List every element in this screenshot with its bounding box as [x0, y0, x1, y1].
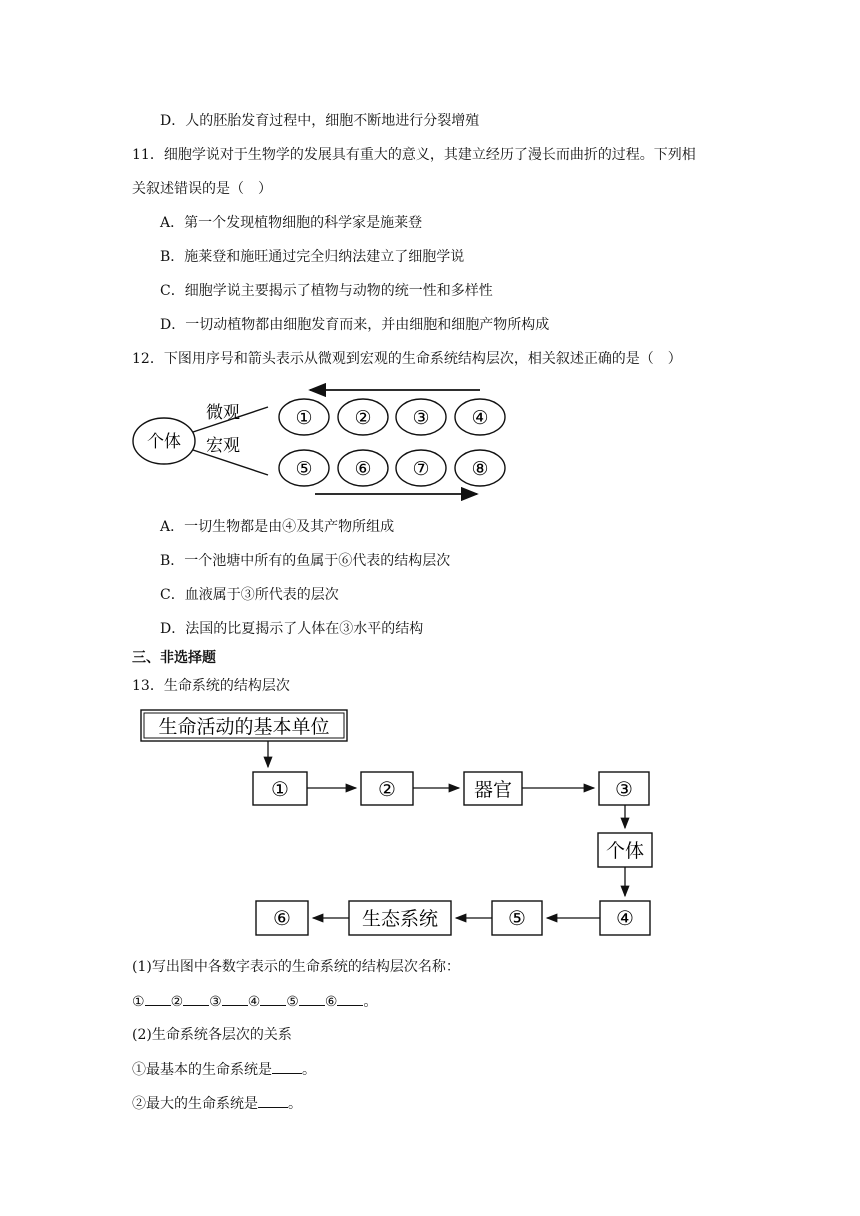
q12-option-b: B．一个池塘中所有的鱼属于⑥代表的结构层次: [160, 553, 451, 569]
svg-text:③: ③: [615, 777, 633, 801]
fill-label-3: ③: [209, 994, 222, 1010]
bottom-row: [279, 450, 505, 486]
top-node-2: ②: [354, 407, 372, 429]
q12-option-a: A．一切生物都是由④及其产物所组成: [160, 519, 395, 535]
blank-6: [337, 991, 363, 1006]
q11-option-b: B．施莱登和施旺通过完全归纳法建立了细胞学说: [160, 249, 465, 265]
svg-text:个体: 个体: [605, 840, 645, 862]
box-5: [492, 901, 542, 935]
q13-part2b: ②最大的生命系统是 。: [132, 1093, 302, 1114]
svg-text:②: ②: [378, 777, 396, 801]
macro-label: 宏观: [206, 436, 240, 456]
q11-stem-line1: 11．细胞学说对于生物学的发展具有重大的意义，其建立经历了漫长而曲折的过程。下列相: [132, 147, 696, 163]
fill-label-1: ①: [132, 994, 145, 1010]
fill-label-6: ⑥: [324, 994, 338, 1010]
box-4: [600, 901, 650, 935]
fill-label-5: ⑤: [286, 994, 299, 1010]
section-heading: 三、非选择题: [132, 650, 216, 666]
blank-3: [222, 991, 248, 1006]
bottom-node-6: ⑥: [354, 458, 372, 480]
q13-stem: 13．生命系统的结构层次: [132, 678, 290, 694]
blank-basic-system: [272, 1059, 302, 1074]
individual-label: 个体: [147, 432, 181, 452]
box-3: [599, 772, 649, 805]
box-basic-unit: [141, 710, 347, 741]
q12-option-c: C．血液属于③所代表的层次: [160, 587, 339, 603]
box-organ: [464, 772, 522, 805]
q13-part1: (1)写出图中各数字表示的生命系统的结构层次名称：: [132, 959, 460, 975]
q10-option-d: D．人的胚胎发育过程中，细胞不断地进行分裂增殖: [160, 113, 480, 129]
blank-1: [145, 991, 171, 1006]
q12-option-d: D．法国的比夏揭示了人体在③水平的结构: [160, 621, 424, 637]
q12-hierarchy-diagram: [125, 380, 525, 505]
blank-largest-system: [258, 1093, 288, 1108]
q11-option-c: C．细胞学说主要揭示了植物与动物的统一性和多样性: [160, 283, 493, 299]
box-1: [253, 772, 307, 805]
blank-5: [299, 991, 325, 1006]
q13-fill-line: ① ② ③ ④ ⑤ ⑥ 。: [132, 991, 377, 1012]
top-node-4: ④: [471, 407, 489, 429]
svg-text:生态系统: 生态系统: [361, 908, 439, 930]
bottom-node-7: ⑦: [412, 458, 430, 480]
svg-text:生命活动的基本单位: 生命活动的基本单位: [158, 716, 330, 738]
q11-option-a: A．第一个发现植物细胞的科学家是施莱登: [160, 215, 423, 231]
q13-part2a: ①最基本的生命系统是 。: [132, 1059, 316, 1080]
q13-flow-diagram: [135, 705, 660, 945]
top-node-3: ③: [412, 407, 430, 429]
bottom-node-8: ⑧: [471, 458, 489, 480]
micro-label: 微观: [206, 403, 240, 423]
blank-2: [183, 991, 209, 1006]
fill-label-2: ②: [170, 994, 184, 1010]
top-node-1: ①: [295, 407, 313, 429]
q11-stem-line2: 关叙述错误的是（ ）: [132, 181, 272, 197]
box-individual: [598, 833, 652, 867]
q13-part2: (2)生命系统各层次的关系: [132, 1027, 292, 1043]
box-2: [361, 772, 413, 805]
q12-stem: 12．下图用序号和箭头表示从微观到宏观的生命系统结构层次，相关叙述正确的是（ ）: [132, 351, 682, 367]
q11-option-d: D．一切动植物都由细胞发育而来，并由细胞和细胞产物所构成: [160, 317, 550, 333]
bottom-node-5: ⑤: [295, 458, 313, 480]
svg-text:①: ①: [271, 777, 289, 801]
svg-text:⑥: ⑥: [273, 906, 291, 930]
svg-text:⑤: ⑤: [508, 906, 526, 930]
blank-4: [260, 991, 286, 1006]
svg-text:④: ④: [616, 906, 634, 930]
svg-text:器官: 器官: [473, 779, 513, 801]
top-row: [279, 399, 505, 435]
fill-label-4: ④: [247, 994, 261, 1010]
box-6: [256, 901, 308, 935]
box-ecosystem: [349, 901, 451, 935]
